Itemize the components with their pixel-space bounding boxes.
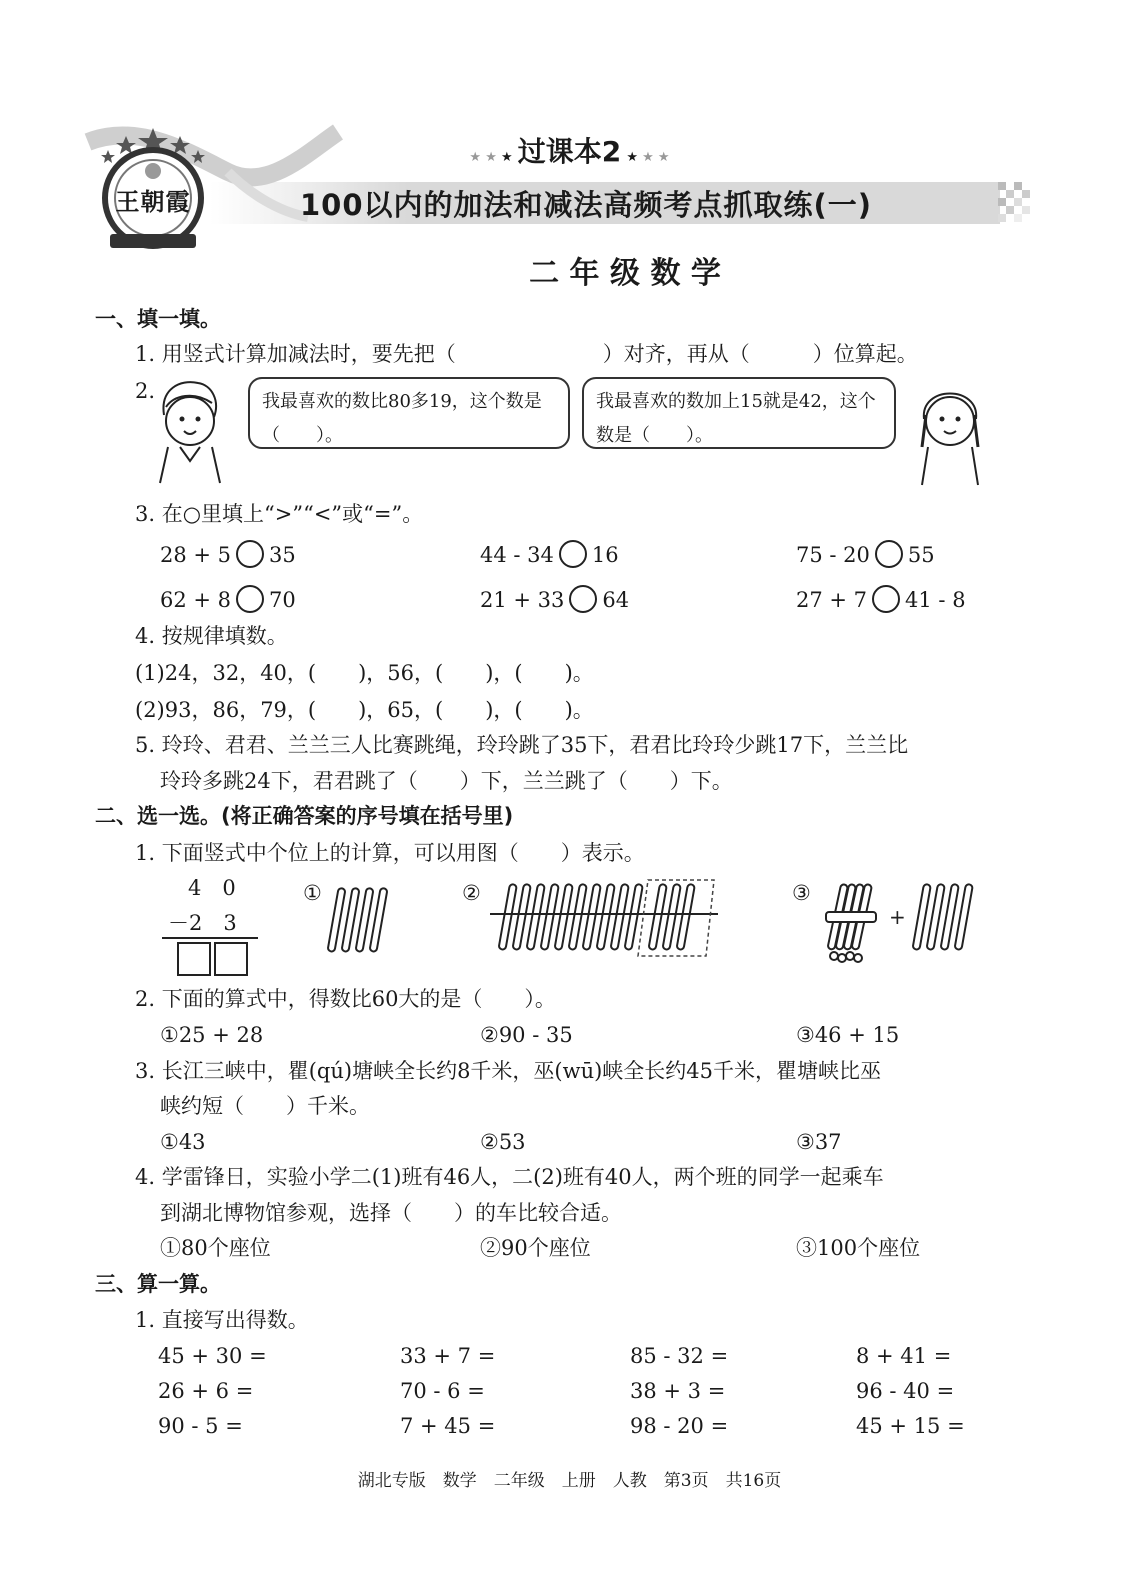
question-1-5-line2: 玲玲多跳24下，君君跳了（ ）下，兰兰跳了（ ）下。 [160,769,733,793]
star-icon: ★ [626,150,638,165]
star-icon: ★ [501,150,513,165]
compare-circle[interactable] [875,540,903,568]
compare-circle[interactable] [872,585,900,613]
compare-circle[interactable] [569,585,597,613]
answer-box[interactable] [214,942,248,976]
checker-decoration [998,182,1038,224]
calc-item[interactable]: 90 - 5 = [158,1414,243,1438]
answer-box[interactable] [177,942,211,976]
compare-left: 62 + 8 [160,588,232,612]
option-2-2-2[interactable]: ②90 - 35 [480,1023,573,1047]
sticks-figure-1-icon [325,884,395,956]
compare-right: 16 [591,543,619,567]
question-1-4-part1: (1)24，32，40，( )，56，( )，( )。 [135,661,594,685]
option-2-2-1[interactable]: ①25 + 28 [160,1023,264,1047]
girl-icon [910,375,990,487]
question-2-1: 1. 下面竖式中个位上的计算，可以用图（ ）表示。 [135,841,645,865]
speech-bubble-boy: 我最喜欢的数比80多19，这个数是（ ）。 [248,377,570,449]
option-2-4-3[interactable]: ③100个座位 [796,1236,921,1260]
section1-heading: 一、填一填。 [95,307,221,331]
boy-icon [150,377,225,485]
calc-item[interactable]: 85 - 32 = [630,1344,729,1368]
calc-item[interactable]: 7 + 45 = [400,1414,496,1438]
compare-circle[interactable] [236,585,264,613]
question-1-4-part2: (2)93，86，79，( )，65，( )，( )。 [135,698,594,722]
question-3-1: 1. 直接写出得数。 [135,1308,309,1332]
svg-text:+: + [889,905,906,929]
compare-left: 27 + 7 [796,588,868,612]
question-1-1: 1. 用竖式计算加减法时，要先把（ ）对齐，再从（ ）位算起。 [135,342,918,366]
calc-item[interactable]: 98 - 20 = [630,1414,729,1438]
figure-label-3: ③ [792,881,811,905]
question-2-3-line1: 3. 长江三峡中，瞿(qú)塘峡全长约8千米，巫(wū)峡全长约45千米，瞿塘峡比巫 [135,1059,882,1083]
question-1-4: 4. 按规律填数。 [135,624,288,648]
compare-right: 41 - 8 [905,588,966,612]
compare-circle[interactable] [559,540,587,568]
compare-left: 75 - 20 [796,543,870,567]
figure-label-2: ② [462,881,481,905]
question-1-3: 3. 在○里填上“>”“<”或“=”。 [135,502,424,526]
star-icon: ★ ★ [469,150,501,165]
option-2-3-2[interactable]: ②53 [480,1130,526,1154]
compare-right: 64 [602,588,630,612]
calc-item[interactable]: 33 + 7 = [400,1344,496,1368]
vertical-bottom: －2 3 [168,911,237,935]
compare-left: 28 + 5 [160,543,232,567]
sticks-figure-2-icon [488,878,723,958]
option-2-3-3[interactable]: ③37 [796,1130,842,1154]
calc-item[interactable]: 8 + 41 = [856,1344,952,1368]
star-icon: ★ ★ [637,150,670,165]
calc-item[interactable]: 45 + 15 = [856,1414,965,1438]
calc-item[interactable]: 45 + 30 = [158,1344,267,1368]
page-title: 100以内的加法和减法高频考点抓取练(一) [300,188,873,222]
question-2-4-line2: 到湖北博物馆参观，选择（ ）的车比较合适。 [160,1201,622,1225]
option-2-3-1[interactable]: ①43 [160,1130,206,1154]
question-2-3-line2: 峡约短（ ）千米。 [160,1094,370,1118]
compare-left: 21 + 33 [480,588,565,612]
compare-right: 55 [907,543,935,567]
vertical-line [162,937,258,939]
subject-title: 二 年 级 数 学 [529,256,721,291]
question-2-4-line1: 4. 学雷锋日，实验小学二(1)班有46人，二(2)班有40人，两个班的同学一起乘车 [135,1165,884,1189]
figure-label-1: ① [303,881,322,905]
vertical-top: 4 0 [188,876,236,900]
option-2-2-3[interactable]: ③46 + 15 [796,1023,900,1047]
calc-item[interactable]: 96 - 40 = [856,1379,955,1403]
option-2-4-1[interactable]: ①80个座位 [160,1236,271,1260]
option-2-4-2[interactable]: ②90个座位 [480,1236,591,1260]
calc-item[interactable]: 38 + 3 = [630,1379,726,1403]
section3-heading: 三、算一算。 [95,1272,221,1296]
compare-left: 44 - 34 [480,543,554,567]
logo-name: 王朝霞 [115,187,191,216]
question-2-2: 2. 下面的算式中，得数比60大的是（ ）。 [135,987,556,1011]
sticks-figure-3-icon [822,878,977,968]
calc-item[interactable]: 70 - 6 = [400,1379,485,1403]
question-1-2-number: 2. [135,379,156,403]
question-1-5-line1: 5. 玲玲、君君、兰兰三人比赛跳绳，玲玲跳了35下，君君比玲玲少跳17下，兰兰比 [135,733,909,757]
compare-right: 70 [269,588,296,612]
series-title: ★ ★ ★ 过课本2 ★ ★ ★ [469,135,670,168]
compare-circle[interactable] [236,540,264,568]
page-footer: 湖北专版 数学 二年级 上册 人教 第3页 共16页 [357,1471,782,1491]
calc-item[interactable]: 26 + 6 = [158,1379,254,1403]
speech-bubble-girl: 我最喜欢的数加上15就是42，这个数是（ ）。 [582,377,896,449]
compare-right: 35 [269,543,296,567]
section2-heading: 二、选一选。(将正确答案的序号填在括号里) [95,804,514,828]
